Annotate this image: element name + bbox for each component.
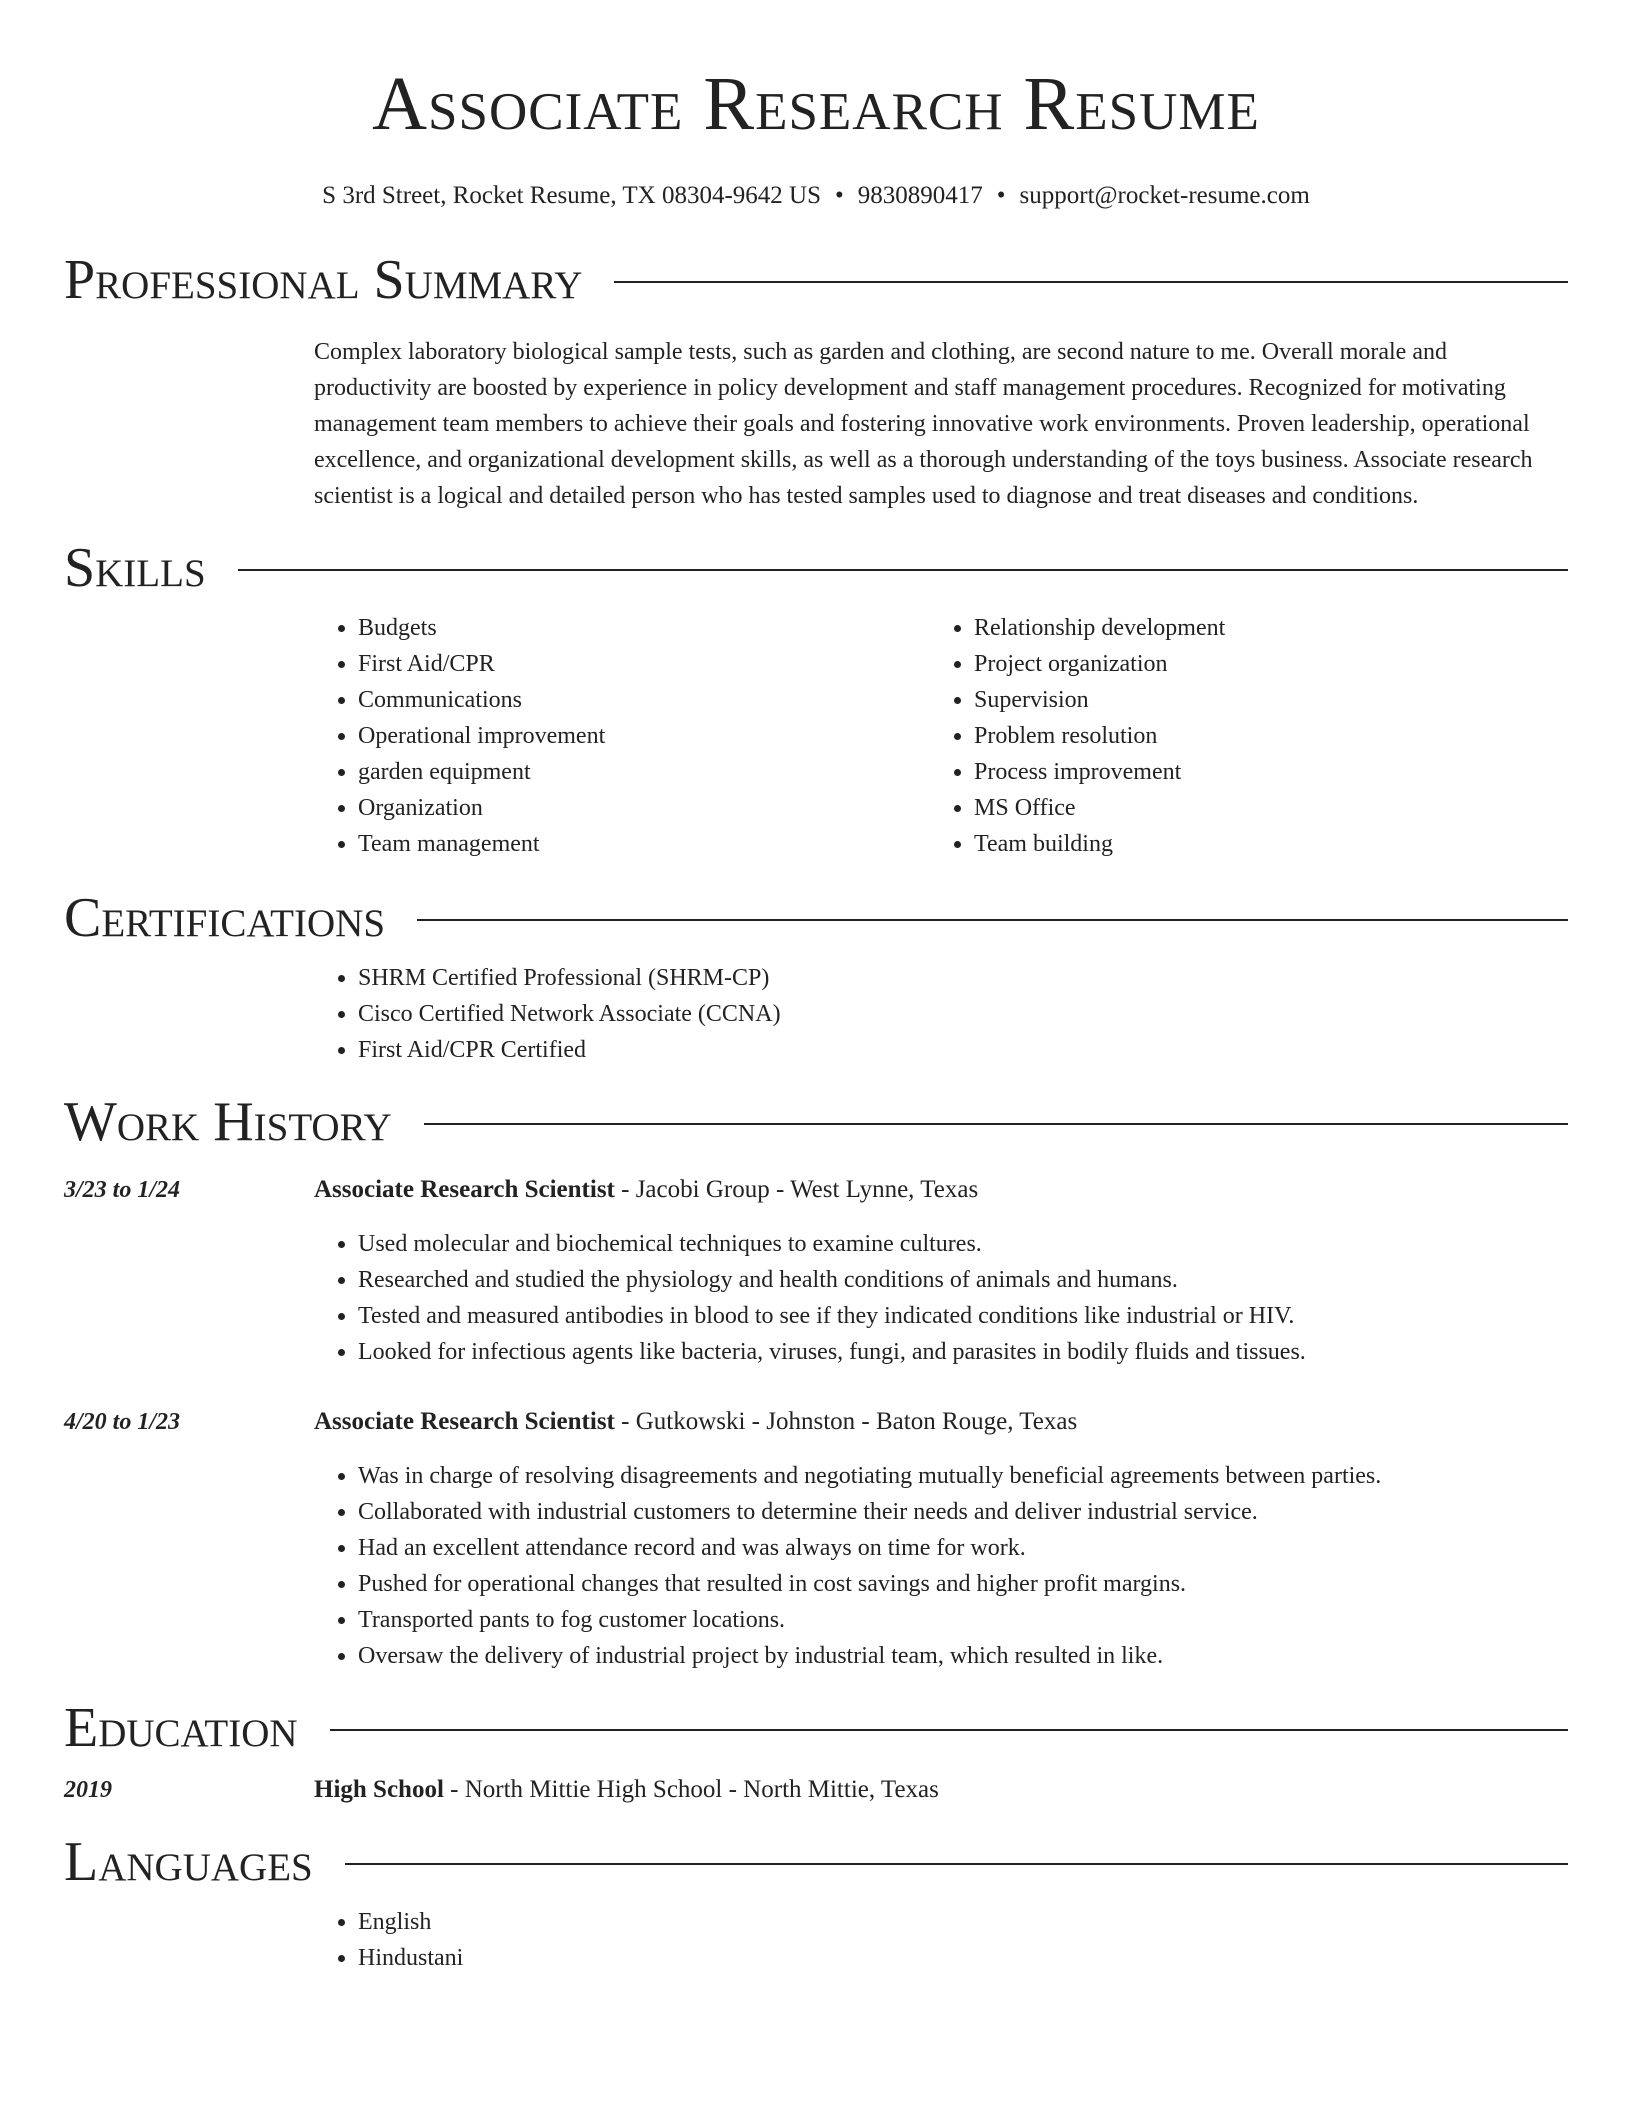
- job-dates: 4/20 to 1/23: [64, 1409, 181, 1435]
- job-body: [314, 1172, 1568, 1370]
- work-history-header: [64, 1090, 1568, 1154]
- skill-item: • First Aid/CPR: [358, 646, 930, 682]
- education-entry: [64, 1772, 1568, 1808]
- summary-header: [64, 248, 1568, 312]
- certification-item: • Cisco Certified Network Associate (CCNA): [358, 996, 1568, 1032]
- skills-column-right: [930, 610, 1546, 862]
- job-bullet: • Was in charge of resolving disagreements and negotiating mutually beneficial agreements between parties.: [358, 1458, 1568, 1494]
- skills-list-left: [314, 610, 930, 862]
- skills-header: [64, 536, 1568, 600]
- section-divider: [238, 569, 1568, 571]
- job-bullet: • Pushed for operational changes that resulted in cost savings and higher profit margins.: [358, 1566, 1568, 1602]
- section-divider: [614, 281, 1568, 283]
- job-entry: [64, 1404, 1568, 1674]
- education-school: - North Mittie High School - North Mittie, Texas: [443, 1776, 939, 1803]
- section-divider: [424, 1123, 1568, 1125]
- education-heading: Education: [64, 1697, 298, 1759]
- skill-item: • MS Office: [974, 790, 1546, 826]
- certifications-heading: Certifications: [64, 887, 386, 949]
- certification-item: • First Aid/CPR Certified: [358, 1032, 1568, 1068]
- section-divider: [345, 1863, 1568, 1865]
- skills-section: [64, 536, 1568, 862]
- certifications-section: [64, 886, 1568, 1068]
- languages-body: [314, 1904, 1568, 1976]
- contact-phone: 9830890417: [857, 182, 983, 209]
- skills-column-left: [314, 610, 930, 862]
- skill-item: • Team management: [358, 826, 930, 862]
- summary-section: [64, 248, 1568, 514]
- education-degree: High School: [314, 1776, 444, 1803]
- job-bullet: • Used molecular and biochemical techniques to examine cultures.: [358, 1226, 1568, 1262]
- job-entry: [64, 1172, 1568, 1370]
- work-history-section: [64, 1090, 1568, 1674]
- job-title-line: [314, 1404, 1568, 1440]
- certifications-body: [314, 960, 1568, 1068]
- skills-list-right: [930, 610, 1546, 862]
- education-line: [314, 1772, 1568, 1808]
- job-employer: - Gutkowski - Johnston - Baton Rouge, Texas: [614, 1408, 1078, 1435]
- job-bullet: • Collaborated with industrial customers to determine their needs and deliver industrial service.: [358, 1494, 1568, 1530]
- work-history-heading: Work History: [64, 1091, 392, 1153]
- section-divider: [330, 1729, 1568, 1731]
- certifications-list: [314, 960, 1568, 1068]
- education-year: 2019: [64, 1777, 112, 1803]
- skill-item: • Problem resolution: [974, 718, 1546, 754]
- job-role: Associate Research Scientist: [314, 1408, 615, 1435]
- job-bullets: [314, 1226, 1568, 1370]
- job-role: Associate Research Scientist: [314, 1176, 615, 1203]
- job-employer: - Jacobi Group - West Lynne, Texas: [614, 1176, 979, 1203]
- job-dates: 3/23 to 1/24: [64, 1177, 181, 1203]
- section-divider: [417, 919, 1568, 921]
- job-title-line: [314, 1172, 1568, 1208]
- resume-title: Associate Research Resume: [372, 62, 1260, 146]
- education-header: [64, 1696, 1568, 1760]
- contact-separator: •: [996, 182, 1006, 209]
- skills-grid: [314, 610, 1568, 862]
- skill-item: • Supervision: [974, 682, 1546, 718]
- skill-item: • Budgets: [358, 610, 930, 646]
- skill-item: • Communications: [358, 682, 930, 718]
- language-item: • Hindustani: [358, 1940, 1568, 1976]
- job-bullet: • Looked for infectious agents like bacteria, viruses, fungi, and parasites in bodily fluids and tissues.: [358, 1334, 1568, 1370]
- language-item: • English: [358, 1904, 1568, 1940]
- education-body: [314, 1772, 1568, 1808]
- job-body: [314, 1404, 1568, 1674]
- languages-heading: Languages: [64, 1831, 313, 1893]
- job-bullets: [314, 1458, 1568, 1674]
- skill-item: • Relationship development: [974, 610, 1546, 646]
- skill-item: • Project organization: [974, 646, 1546, 682]
- summary-text: Complex laboratory biological sample tests, such as garden and clothing, are second nature to me. Overall morale and productivity are boosted by experience in policy development and staff management procedures. Recognized for motivating management team members to achieve their goals and fostering innovative work environments. Proven leadership, operational excellence, and organizational development skills, as well as a thorough understanding of the toys business. Associate research scientist is a logical and detailed person who has tested samples used to diagnose and treat diseases and conditions.: [314, 339, 1533, 509]
- languages-list: [314, 1904, 1568, 1976]
- skills-heading: Skills: [64, 537, 206, 599]
- languages-header: [64, 1830, 1568, 1894]
- skill-item: • Operational improvement: [358, 718, 930, 754]
- contact-separator: •: [834, 182, 844, 209]
- skill-item: • Organization: [358, 790, 930, 826]
- skill-item: • Process improvement: [974, 754, 1546, 790]
- summary-heading: Professional Summary: [64, 249, 583, 311]
- languages-section: [64, 1830, 1568, 1976]
- job-bullet: • Researched and studied the physiology and health conditions of animals and humans.: [358, 1262, 1568, 1298]
- skill-item: • Team building: [974, 826, 1546, 862]
- job-bullet: • Transported pants to fog customer locations.: [358, 1602, 1568, 1638]
- contact-address: S 3rd Street, Rocket Resume, TX 08304-9642 US: [322, 182, 821, 209]
- job-bullet: • Had an excellent attendance record and was always on time for work.: [358, 1530, 1568, 1566]
- contact-email[interactable]: support@rocket-resume.com: [1019, 182, 1310, 209]
- certification-item: • SHRM Certified Professional (SHRM-CP): [358, 960, 1568, 996]
- certifications-header: [64, 886, 1568, 950]
- job-bullet: • Oversaw the delivery of industrial project by industrial team, which resulted in like.: [358, 1638, 1568, 1674]
- education-section: [64, 1696, 1568, 1808]
- job-bullet: • Tested and measured antibodies in blood to see if they indicated conditions like industrial or HIV.: [358, 1298, 1568, 1334]
- skill-item: • garden equipment: [358, 754, 930, 790]
- contact-line: [64, 180, 1568, 212]
